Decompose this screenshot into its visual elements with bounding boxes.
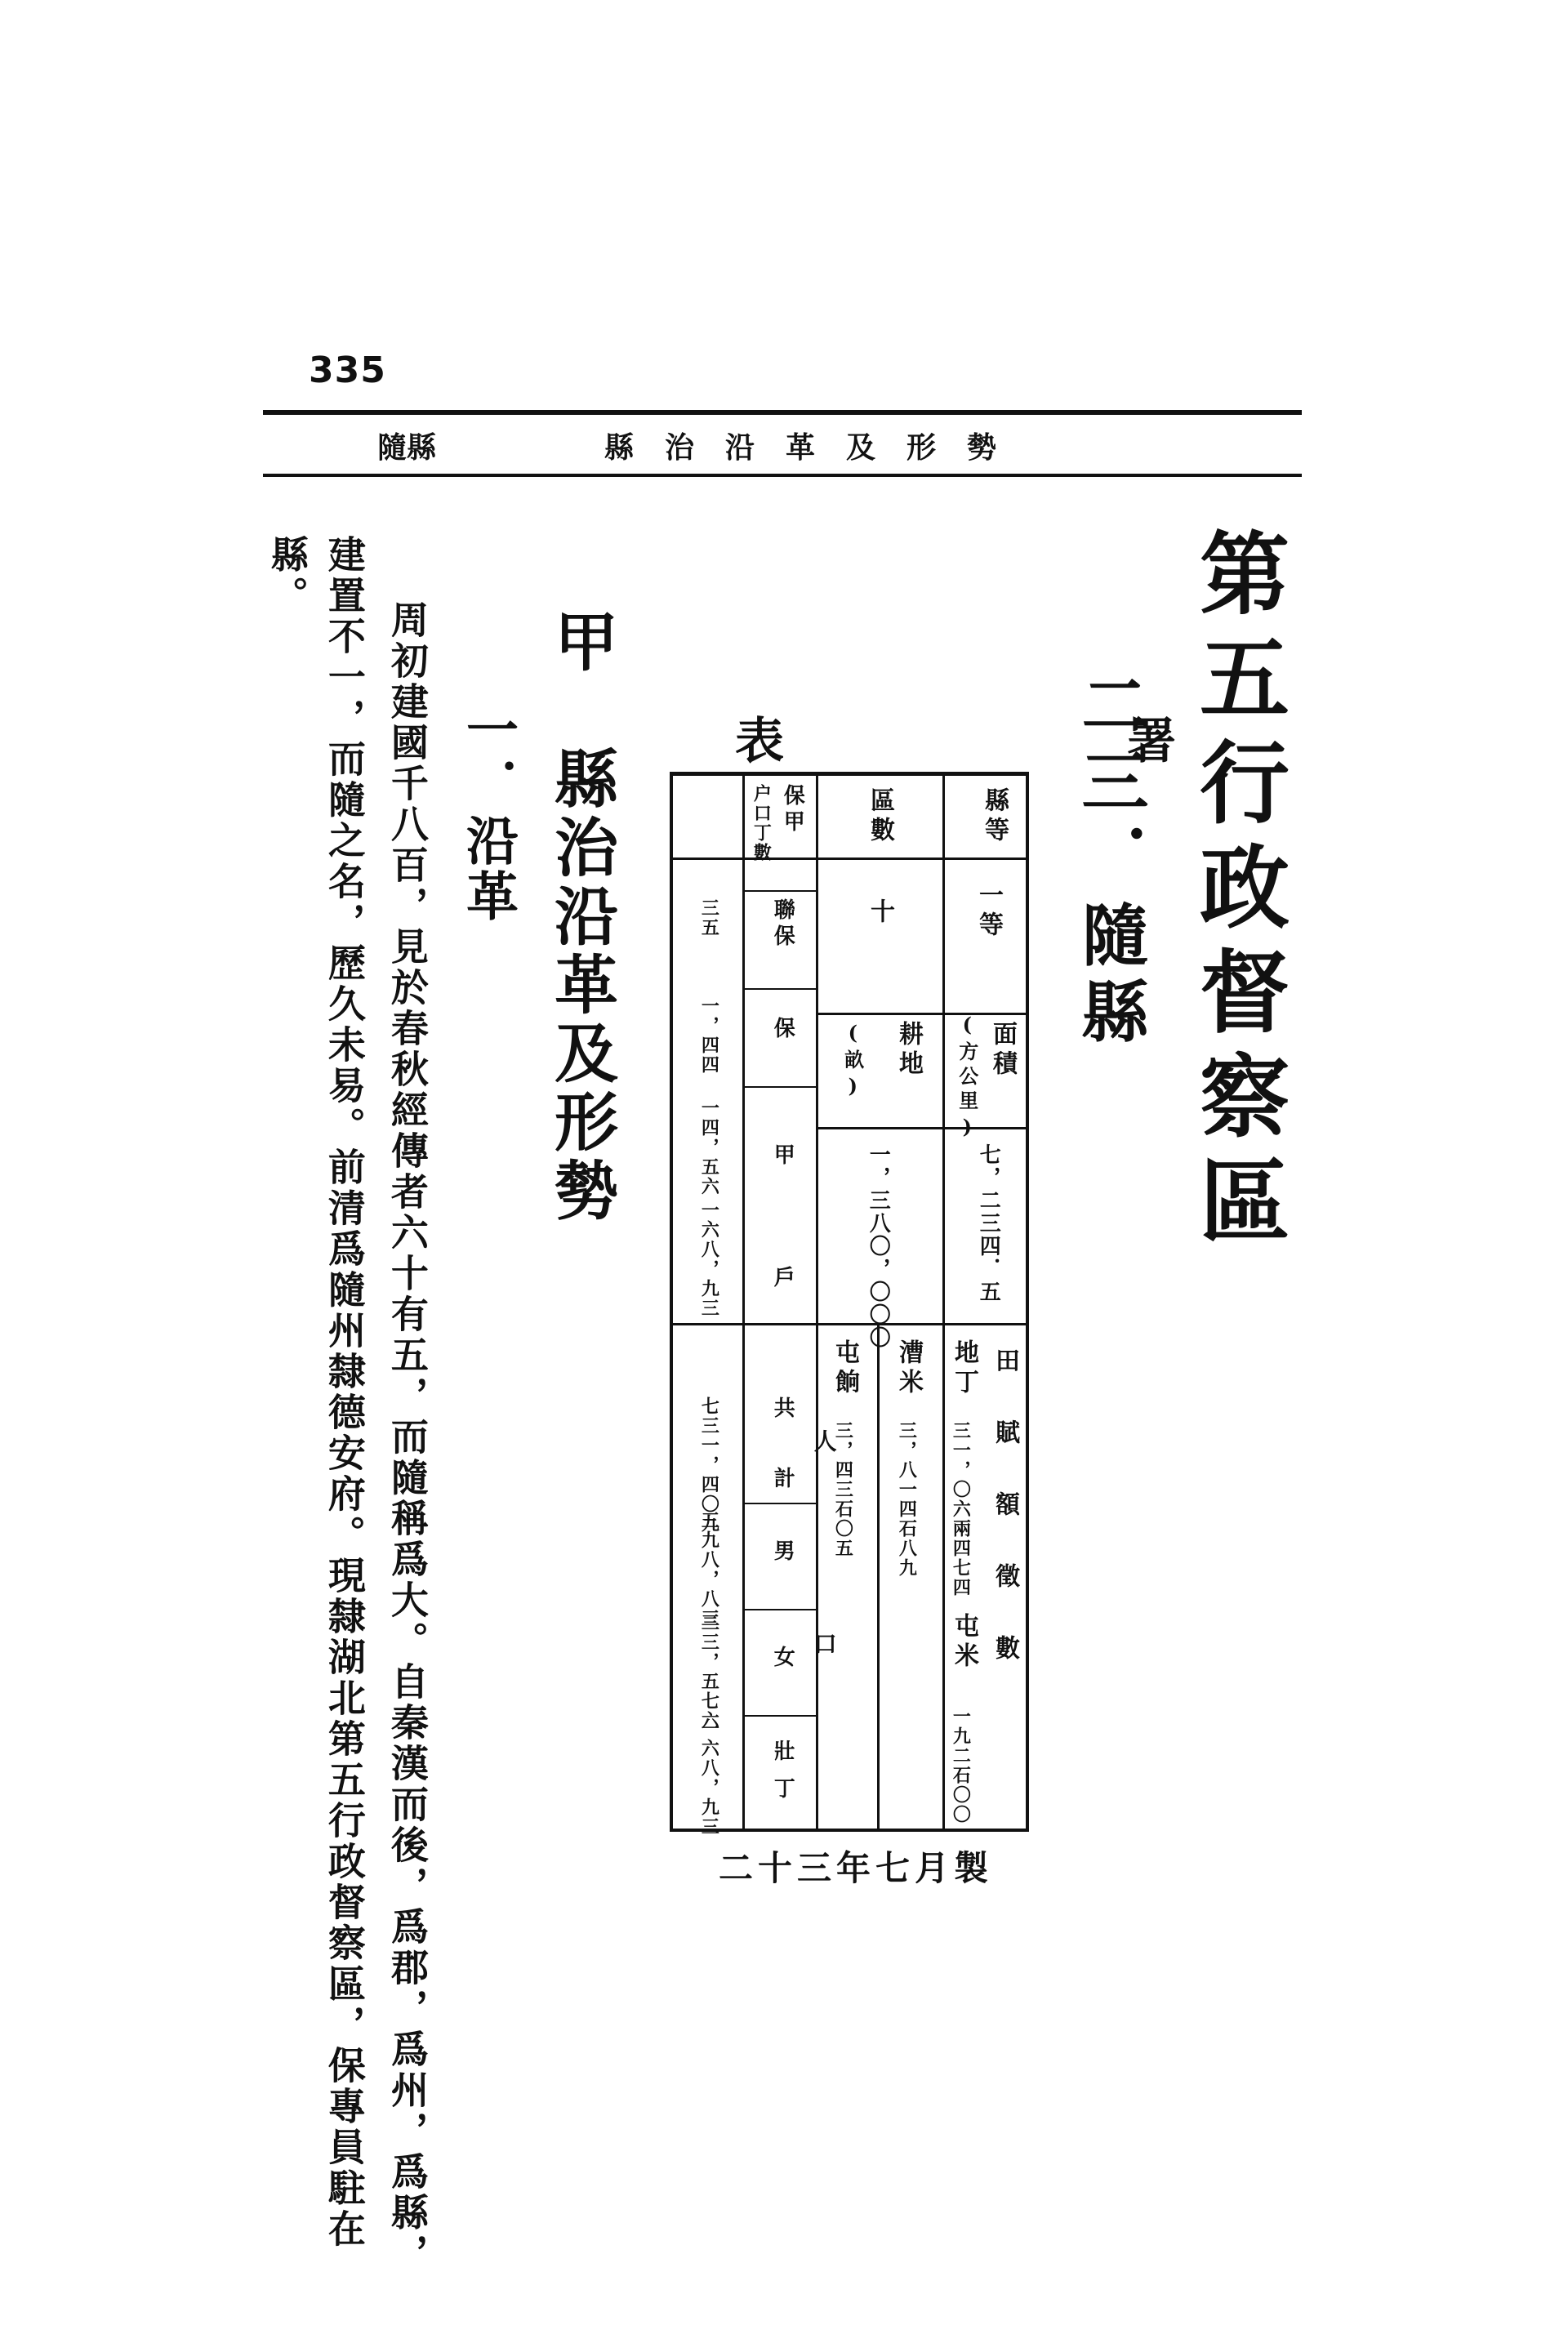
table-footnote: 二十三年七月製 [719,1848,994,1888]
hu-value: 一六八，九三 [698,1200,719,1318]
baojia-sub: 户口丁數 [751,784,773,862]
header-rule-bottom [263,474,1302,477]
rank-label: 縣等 [980,787,1009,846]
tunxiang-value: 三，四三石〇五 [832,1421,853,1558]
table-divider [742,890,816,892]
caomi-value: 三，八一四石八九 [896,1421,917,1578]
running-title: 縣治沿革及形勢 [604,430,1028,465]
header-rule-top [263,410,1302,415]
table-divider [742,1086,816,1088]
table-divider [942,776,945,1829]
body-column-1: 周初建國千八百，見於春秋經傳者六十有五，而隨稱爲大。自秦漢而後，爲郡，爲州，爲縣， [385,600,430,2274]
adult-value: 一六八，九三 [698,1719,719,1837]
table-divider [742,776,745,1829]
tax-label: 田賦額徵數 [991,1348,1019,1707]
farmland-label: 耕地 [894,1021,923,1080]
farmland-value: 一，三八〇，〇〇〇 [866,1143,891,1349]
population-label: 人口 [810,1429,838,1834]
area-unit: (方公里) [955,1013,979,1143]
section-title: 甲 縣治沿革及形勢 [544,608,618,1226]
tunxiang-label: 屯餉 [831,1339,859,1398]
female-value: 三三，五七六 [698,1613,719,1731]
body-column-2: 建置不一，而隨之名，歷久未易。前清爲隨州隸德安府。現隸湖北第五行政督察區，保專員駐在 [322,535,367,2250]
male-value: 三九八，八三 [698,1511,719,1628]
lianbao-value: 三五 [698,898,719,938]
area-label: 面積 [988,1021,1017,1080]
adult-label: 壯丁 [770,1740,795,1815]
table-divider [742,988,816,990]
tunmi-value: 一九二石〇〇 [950,1707,971,1824]
table-divider [673,858,1026,860]
running-county: 隨縣 [377,430,437,465]
total-label: 共計 [770,1396,795,1537]
table-divider [673,1323,1026,1325]
table-divider [816,1013,1026,1015]
female-label: 女 [770,1646,795,1672]
bao-label: 保 [770,1017,795,1043]
jia-value: 一四，五六 [698,1098,719,1196]
table-heading: 表 署 [735,713,1323,770]
jia-label: 甲 [770,1143,795,1169]
body-column-3: 縣。 [265,535,310,617]
farmland-unit: (畝) [840,1021,865,1102]
subsection-title: 一．沿革 [457,702,519,924]
bao-value: 一，四四 [698,996,719,1075]
diding-value: 三一，〇六兩四七四 [950,1421,971,1597]
page-number: 335 [309,350,386,391]
statistics-table [670,772,1029,1837]
hu-label: 戶 [770,1266,795,1292]
table-divider [742,1715,816,1717]
baojia-label: 保甲 [780,784,805,836]
district-value: 十 [866,898,894,928]
total-value: 七三一，四〇九 [698,1396,719,1534]
area-value: 七，二三四．五 [976,1143,1001,1303]
male-label: 男 [770,1539,795,1566]
rank-value: 一等 [974,882,1003,941]
district-label: 區數 [866,787,894,846]
caomi-label: 漕米 [894,1339,923,1398]
lianbao-label: 聯保 [770,898,795,951]
district-title: 第五行政督察區 [1185,527,1290,1258]
diding-label: 地丁 [950,1339,978,1398]
table-divider [816,1127,1026,1129]
table-divider [742,1609,816,1610]
tunmi-label: 屯米 [950,1613,978,1672]
county-title: 二三．隨縣 [1071,670,1149,1054]
table-divider [877,1323,880,1829]
